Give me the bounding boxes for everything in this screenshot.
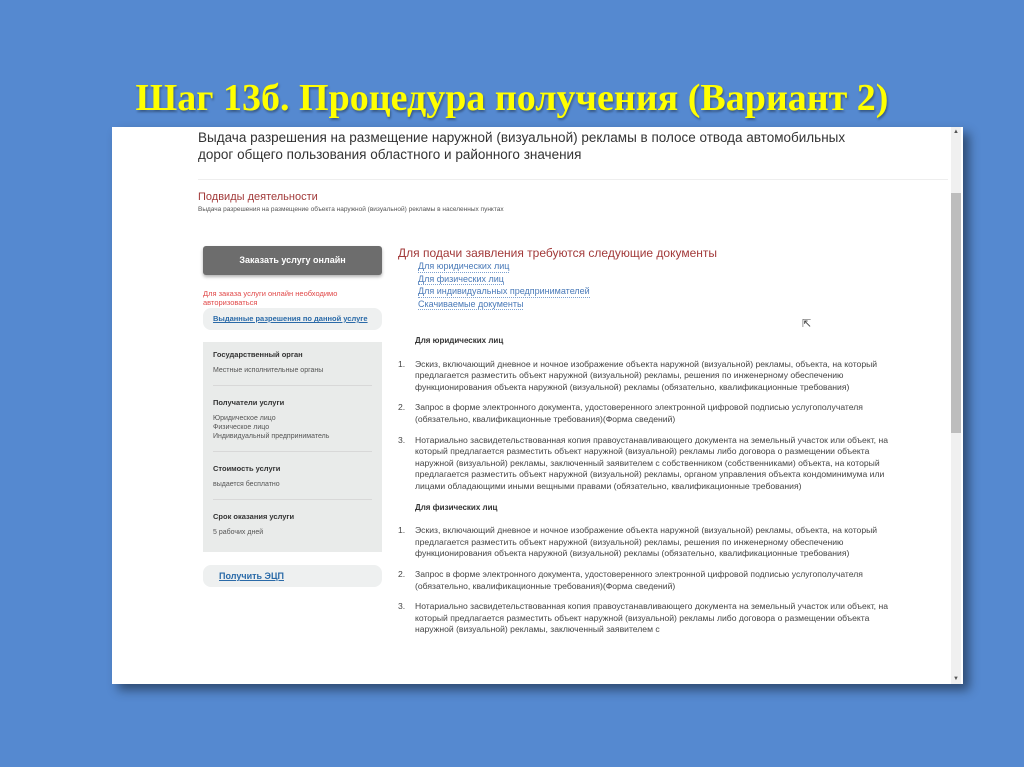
divider <box>213 385 372 386</box>
item-text: Эскиз, включающий дневное и ночное изображение объекта наружной (визуальной) рекламы, объекта, на который предлагается разместить объект наружной (визуальной) рекламы, решения по инженерному обеспечению функционирования объекта наружной (визуальной) рекламы (обязательно, квалификационные требования) <box>415 358 878 392</box>
info-value: 5 рабочих дней <box>213 529 264 536</box>
info-value-line: Физическое лицо <box>213 424 270 431</box>
section-title: Для юридических лиц <box>415 336 504 345</box>
issued-permits-link[interactable]: Выданные разрешения по данной услуге <box>203 308 382 330</box>
info-title: Стоимость услуги <box>213 464 281 473</box>
item-number: 3. <box>398 601 406 612</box>
order-online-button[interactable]: Заказать услугу онлайн <box>203 246 382 275</box>
item-text: Запрос в форме электронного документа, удостоверенного электронной цифровой подписью услугополучателя (обязательно, квалификационные требования)(Форма сведений) <box>415 568 863 591</box>
divider <box>213 451 372 452</box>
vertical-scrollbar[interactable] <box>951 127 961 684</box>
service-info-panel <box>203 342 382 552</box>
list-item <box>398 358 888 394</box>
scroll-up-icon[interactable]: ▲ <box>953 129 959 135</box>
required-documents-title: Для подачи заявления требуются следующие документы <box>398 246 718 260</box>
item-number: 2. <box>398 402 406 413</box>
info-title: Срок оказания услуги <box>213 512 295 521</box>
item-text: Эскиз, включающий дневное и ночное изображение объекта наружной (визуальной) рекламы, объекта, на который предлагается разместить объект наружной (визуальной) рекламы, решения по инженерному обеспечению функционирования объекта наружной (визуальной) рекламы (обязательно, квалификационные требования) <box>415 525 878 559</box>
list-item <box>398 568 888 592</box>
info-value-line: Юридическое лицо <box>213 415 276 422</box>
scroll-down-icon[interactable]: ▼ <box>953 676 959 682</box>
item-text: Нотариально засвидетельствованная копия правоустанавливающего документа на земельный участок или объект, на который предлагается разместить объект наружной (визуальной) рекламы либо договора о размещении объекта наружной (визуальной) рекламы, заключенный заявителем с <box>415 601 888 635</box>
link-individuals[interactable]: Для физических лиц <box>418 273 504 284</box>
get-ecp-link[interactable]: Получить ЭЦП <box>203 565 382 587</box>
info-title: Получатели услуги <box>213 398 285 407</box>
anchor-links <box>418 261 590 311</box>
item-number: 2. <box>398 568 406 579</box>
divider <box>213 499 372 500</box>
section-title: Для физических лиц <box>415 502 498 512</box>
info-value <box>213 414 372 441</box>
item-number: 3. <box>398 434 406 445</box>
browser-screenshot <box>112 127 963 684</box>
info-value: выдается бесплатно <box>213 481 280 488</box>
documents-list <box>398 335 888 645</box>
item-text: Запрос в форме электронного документа, удостоверенного электронной цифровой подписью услугополучателя (обязательно, квалификационные требования)(Форма сведений) <box>415 402 863 424</box>
info-value-line: Индивидуальный предприниматель <box>213 433 330 440</box>
scrollbar-thumb[interactable] <box>951 193 961 433</box>
list-item <box>398 525 888 560</box>
slide-title: Шаг 13б. Процедура получения (Вариант 2) <box>135 77 889 119</box>
mouse-cursor-icon: ⇱ <box>802 318 812 330</box>
list-item <box>398 601 888 636</box>
list-item <box>398 402 888 425</box>
page-title: Выдача разрешения на размещение наружной (визуальной) рекламы в полосе отвода автомобильных дорог общего пользования областного и районного значения <box>198 130 846 162</box>
link-downloadable-documents[interactable]: Скачиваемые документы <box>418 298 524 309</box>
info-title: Государственный орган <box>213 350 303 359</box>
auth-warning: Для заказа услуги онлайн необходимо авторизоваться <box>203 289 338 307</box>
item-text: Нотариально засвидетельствованная копия правоустанавливающего документа на земельный участок или объект, на который предлагается разместить объект наружной (визуальной) рекламы либо договора о размещении объекта наружной (визуальной) рекламы, заключенный заявителем с собственником (собственниками) объекта, на который предлагается разместить объект наружной (визуальной) рекламы, органом управления объекта кондоминимума или лицами обладающими иными вещными правами (обязательно, квалификационные требования) <box>415 434 888 491</box>
item-number: 1. <box>398 525 406 536</box>
link-entrepreneurs[interactable]: Для индивидуальных предпринимателей <box>418 286 590 296</box>
info-value: Местные исполнительные органы <box>213 367 324 374</box>
divider <box>198 179 948 180</box>
subtypes-description[interactable]: Выдача разрешения на размещение объекта наружной (визуальной) рекламы в населенных пунктах <box>198 206 504 213</box>
list-item <box>398 434 888 493</box>
link-legal-entities[interactable]: Для юридических лиц <box>418 261 510 271</box>
item-number: 1. <box>398 358 406 369</box>
subtypes-title: Подвиды деятельности <box>198 191 318 203</box>
